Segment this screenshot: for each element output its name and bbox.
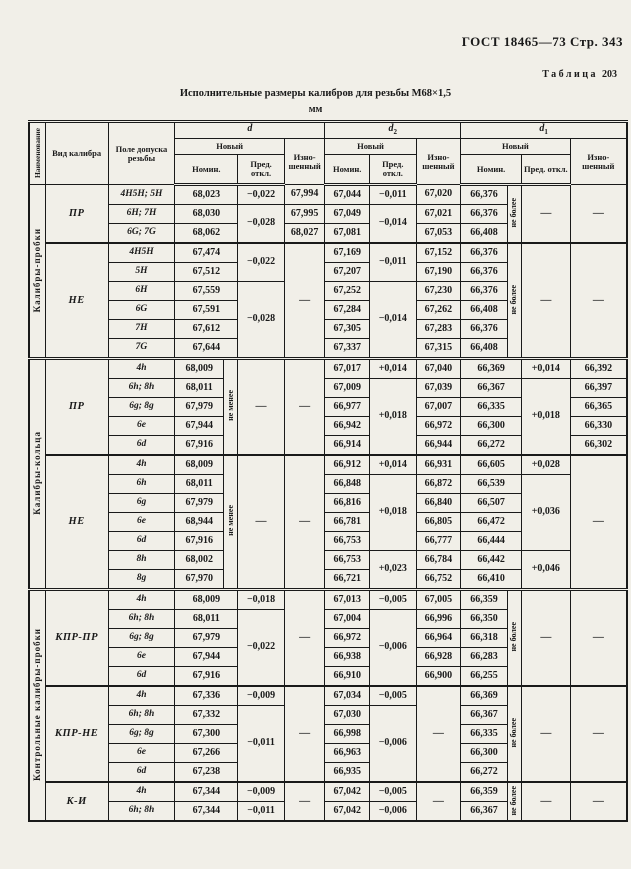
thread-tolerance-cell: 6e [108, 648, 175, 667]
col-header-new: Новый [461, 139, 570, 155]
nominal-value-cell: 67,916 [175, 667, 238, 687]
no-value-dash: — [522, 243, 571, 359]
gauge-dimensions-table [28, 120, 628, 822]
col-header-gauge-type: Вид калибра [45, 122, 108, 185]
nominal-value-cell: 67,474 [175, 243, 238, 263]
no-value-dash: — [570, 590, 627, 687]
nominal-value-cell: 66,376 [461, 282, 508, 301]
gauge-type-cell: ПР [45, 359, 108, 456]
nominal-value-cell: 66,972 [325, 629, 370, 648]
table-number-label [542, 69, 617, 80]
deviation-value-cell: +0,014 [369, 359, 416, 379]
nominal-value-cell: 66,410 [461, 570, 522, 590]
nominal-value-cell: 66,444 [461, 532, 522, 551]
nominal-value-cell: 68,023 [175, 185, 238, 205]
no-value-dash: — [284, 243, 325, 359]
nominal-value-cell: 66,367 [461, 706, 508, 725]
thread-tolerance-cell: 4h [108, 359, 175, 379]
thread-tolerance-cell: 4Н5Н; 5Н [108, 185, 175, 205]
nominal-value-cell: 66,376 [461, 263, 508, 282]
nominal-value-cell: 66,977 [325, 398, 370, 417]
nominal-value-cell: 66,367 [461, 802, 508, 822]
nominal-value-cell: 67,039 [416, 379, 461, 398]
deviation-value-cell: −0,014 [369, 205, 416, 244]
nominal-value-cell: 67,970 [175, 570, 224, 590]
thread-tolerance-cell: 6d [108, 436, 175, 456]
no-value-dash: — [570, 782, 627, 821]
thread-tolerance-cell: 6d [108, 667, 175, 687]
category-label: Контрольные калибры-пробки [29, 590, 45, 822]
thread-tolerance-cell: 6G [108, 301, 175, 320]
nominal-value-cell: 68,062 [175, 224, 238, 244]
nominal-value-cell: 66,300 [461, 744, 508, 763]
deviation-value-cell: +0,046 [522, 551, 571, 590]
deviation-value-cell: −0,014 [369, 282, 416, 359]
deviation-value-cell: −0,011 [238, 706, 285, 783]
nominal-value-cell: 67,315 [416, 339, 461, 359]
nominal-value-cell: 67,230 [416, 282, 461, 301]
deviation-value-cell: −0,011 [369, 243, 416, 282]
nominal-value-cell: 67,944 [175, 417, 224, 436]
category-label: Калибры-пробки [29, 185, 45, 359]
no-value-dash: — [284, 686, 325, 782]
nominal-value-cell: 66,255 [461, 667, 508, 687]
nominal-value-cell: 68,009 [175, 455, 224, 475]
nominal-value-cell: 67,612 [175, 320, 238, 339]
nominal-value-cell: 67,042 [325, 782, 370, 802]
nominal-value-cell: 67,042 [325, 802, 370, 822]
nominal-value-cell: 66,272 [461, 763, 508, 783]
nominal-value-cell: 67,262 [416, 301, 461, 320]
gauge-type-cell: НЕ [45, 243, 108, 359]
deviation-value-cell: +0,023 [369, 551, 416, 590]
nominal-value-cell: 67,337 [325, 339, 370, 359]
nominal-value-cell: 68,027 [284, 224, 325, 244]
nominal-value-cell: 68,011 [175, 475, 224, 494]
nominal-value-cell: 66,397 [570, 379, 627, 398]
col-header-nominal: Номин. [175, 155, 238, 185]
nominal-value-cell: 66,507 [461, 494, 522, 513]
nominal-value-cell: 67,009 [325, 379, 370, 398]
nominal-value-cell: 68,011 [175, 610, 238, 629]
nominal-value-cell: 67,916 [175, 436, 224, 456]
deviation-value-cell: −0,022 [238, 243, 285, 282]
limit-qualifier-label: не более [507, 185, 521, 244]
nominal-value-cell: 66,367 [461, 379, 522, 398]
deviation-value-cell: +0,028 [522, 455, 571, 475]
nominal-value-cell: 66,392 [570, 359, 627, 379]
nominal-value-cell: 66,972 [416, 417, 461, 436]
nominal-value-cell: 67,344 [175, 782, 238, 802]
limit-qualifier-label: не менее [224, 455, 238, 590]
nominal-value-cell: 68,002 [175, 551, 224, 570]
nominal-value-cell: 66,914 [325, 436, 370, 456]
nominal-value-cell: 66,472 [461, 513, 522, 532]
nominal-value-cell: 67,020 [416, 185, 461, 205]
col-header-nominal: Номин. [325, 155, 370, 185]
nominal-value-cell: 66,369 [461, 686, 508, 706]
nominal-value-cell: 66,996 [416, 610, 461, 629]
no-value-dash: — [522, 185, 571, 244]
nominal-value-cell: 67,344 [175, 802, 238, 822]
nominal-value-cell: 66,318 [461, 629, 508, 648]
nominal-value-cell: 66,963 [325, 744, 370, 763]
no-value-dash: — [522, 590, 571, 687]
nominal-value-cell: 67,034 [325, 686, 370, 706]
nominal-value-cell: 67,207 [325, 263, 370, 282]
deviation-value-cell: −0,022 [238, 185, 285, 205]
nominal-value-cell: 67,916 [175, 532, 224, 551]
deviation-value-cell: −0,005 [369, 782, 416, 802]
thread-tolerance-cell: 6h [108, 475, 175, 494]
nominal-value-cell: 67,336 [175, 686, 238, 706]
nominal-value-cell: 67,040 [416, 359, 461, 379]
nominal-value-cell: 66,365 [570, 398, 627, 417]
deviation-value-cell: −0,028 [238, 282, 285, 359]
nominal-value-cell: 66,283 [461, 648, 508, 667]
nominal-value-cell: 67,044 [325, 185, 370, 205]
nominal-value-cell: 66,784 [416, 551, 461, 570]
nominal-value-cell: 66,944 [416, 436, 461, 456]
nominal-value-cell: 66,350 [461, 610, 508, 629]
thread-tolerance-cell: 6G; 7G [108, 224, 175, 244]
nominal-value-cell: 66,335 [461, 398, 522, 417]
deviation-value-cell: −0,006 [369, 802, 416, 822]
col-header-d1: $d_1$ [461, 122, 627, 139]
col-header-worn: Изно-шенный [570, 139, 627, 185]
thread-tolerance-cell: 4h [108, 686, 175, 706]
nominal-value-cell: 67,021 [416, 205, 461, 224]
deviation-value-cell: +0,018 [522, 379, 571, 456]
page-title: Исполнительные размеры калибров для резьбы М68×1,5 [179, 88, 452, 99]
nominal-value-cell: 67,004 [325, 610, 370, 629]
nominal-value-cell: 67,283 [416, 320, 461, 339]
nominal-value-cell: 66,931 [416, 455, 461, 475]
nominal-value-cell: 67,238 [175, 763, 238, 783]
nominal-value-cell: 67,591 [175, 301, 238, 320]
thread-tolerance-cell: 4h [108, 590, 175, 610]
nominal-value-cell: 67,252 [325, 282, 370, 301]
nominal-value-cell: 67,081 [325, 224, 370, 244]
thread-tolerance-cell: 6g; 8g [108, 725, 175, 744]
col-header-worn: Изно-шенный [416, 139, 461, 185]
col-header-deviation: Пред. откл. [369, 155, 416, 185]
deviation-value-cell: −0,006 [369, 706, 416, 783]
no-value-dash: — [522, 782, 571, 821]
thread-tolerance-cell: 6Н; 7Н [108, 205, 175, 224]
nominal-value-cell: 67,053 [416, 224, 461, 244]
nominal-value-cell: 68,009 [175, 590, 238, 610]
no-value-dash: — [416, 686, 461, 782]
nominal-value-cell: 67,644 [175, 339, 238, 359]
no-value-dash: — [416, 782, 461, 821]
thread-tolerance-cell: 6h; 8h [108, 802, 175, 822]
nominal-value-cell: 66,872 [416, 475, 461, 494]
nominal-value-cell: 66,408 [461, 339, 508, 359]
nominal-value-cell: 66,848 [325, 475, 370, 494]
thread-tolerance-cell: 7G [108, 339, 175, 359]
nominal-value-cell: 66,376 [461, 185, 508, 205]
nominal-value-cell: 66,300 [461, 417, 522, 436]
nominal-value-cell: 66,935 [325, 763, 370, 783]
no-value-dash: — [238, 455, 285, 590]
nominal-value-cell: 66,964 [416, 629, 461, 648]
units-label: мм [308, 104, 323, 115]
nominal-value-cell: 67,007 [416, 398, 461, 417]
col-header-new: Новый [175, 139, 284, 155]
no-value-dash: — [284, 455, 325, 590]
nominal-value-cell: 66,721 [325, 570, 370, 590]
thread-tolerance-cell: 6d [108, 532, 175, 551]
nominal-value-cell: 66,912 [325, 455, 370, 475]
nominal-value-cell: 67,995 [284, 205, 325, 224]
table-number: 203 [602, 69, 617, 80]
nominal-value-cell: 67,049 [325, 205, 370, 224]
deviation-value-cell: −0,011 [369, 185, 416, 205]
nominal-value-cell: 66,928 [416, 648, 461, 667]
category-label: Калибры-кольца [29, 359, 45, 590]
nominal-value-cell: 66,359 [461, 590, 508, 610]
no-value-dash: — [570, 185, 627, 244]
nominal-value-cell: 68,011 [175, 379, 224, 398]
nominal-value-cell: 66,805 [416, 513, 461, 532]
col-header-thread-tolerance: Поле допуска резьбы [108, 122, 175, 185]
col-header-category: Наименование [29, 122, 45, 185]
nominal-value-cell: 66,442 [461, 551, 522, 570]
nominal-value-cell: 66,335 [461, 725, 508, 744]
nominal-value-cell: 67,152 [416, 243, 461, 263]
nominal-value-cell: 66,840 [416, 494, 461, 513]
deviation-value-cell: −0,009 [238, 686, 285, 706]
nominal-value-cell: 66,938 [325, 648, 370, 667]
no-value-dash: — [570, 243, 627, 359]
nominal-value-cell: 67,979 [175, 629, 238, 648]
deviation-value-cell: −0,011 [238, 802, 285, 822]
no-value-dash: — [522, 686, 571, 782]
deviation-value-cell: −0,028 [238, 205, 285, 244]
deviation-value-cell: +0,014 [522, 359, 571, 379]
gauge-type-cell: КПР-НЕ [45, 686, 108, 782]
nominal-value-cell: 66,369 [461, 359, 522, 379]
col-header-worn: Изно-шенный [284, 139, 325, 185]
deviation-value-cell: −0,006 [369, 610, 416, 687]
nominal-value-cell: 66,752 [416, 570, 461, 590]
nominal-value-cell: 67,994 [284, 185, 325, 205]
deviation-value-cell: −0,005 [369, 686, 416, 706]
nominal-value-cell: 66,777 [416, 532, 461, 551]
col-header-nominal: Номин. [461, 155, 522, 185]
nominal-value-cell: 67,559 [175, 282, 238, 301]
deviation-value-cell: −0,018 [238, 590, 285, 610]
nominal-value-cell: 66,376 [461, 243, 508, 263]
nominal-value-cell: 67,017 [325, 359, 370, 379]
thread-tolerance-cell: 8h [108, 551, 175, 570]
nominal-value-cell: 67,169 [325, 243, 370, 263]
deviation-value-cell: −0,009 [238, 782, 285, 802]
col-header-deviation: Пред. откл. [522, 155, 571, 185]
nominal-value-cell: 67,512 [175, 263, 238, 282]
limit-qualifier-label: не более [507, 243, 521, 359]
thread-tolerance-cell: 4Н5Н [108, 243, 175, 263]
nominal-value-cell: 66,376 [461, 320, 508, 339]
deviation-value-cell: +0,036 [522, 475, 571, 551]
nominal-value-cell: 66,900 [416, 667, 461, 687]
nominal-value-cell: 66,753 [325, 532, 370, 551]
no-value-dash: — [570, 455, 627, 590]
nominal-value-cell: 67,013 [325, 590, 370, 610]
nominal-value-cell: 67,030 [325, 706, 370, 725]
nominal-value-cell: 66,272 [461, 436, 522, 456]
nominal-value-cell: 66,408 [461, 224, 508, 244]
no-value-dash: — [570, 686, 627, 782]
deviation-value-cell: +0,014 [369, 455, 416, 475]
nominal-value-cell: 66,376 [461, 205, 508, 224]
col-header-d2: $d_2$ [325, 122, 461, 139]
thread-tolerance-cell: 4h [108, 455, 175, 475]
thread-tolerance-cell: 6e [108, 417, 175, 436]
table-word: Таблица [542, 69, 598, 80]
nominal-value-cell: 66,330 [570, 417, 627, 436]
nominal-value-cell: 68,009 [175, 359, 224, 379]
gauge-type-cell: КПР-ПР [45, 590, 108, 687]
nominal-value-cell: 66,816 [325, 494, 370, 513]
thread-tolerance-cell: 7Н [108, 320, 175, 339]
thread-tolerance-cell: 6g; 8g [108, 629, 175, 648]
nominal-value-cell: 66,781 [325, 513, 370, 532]
thread-tolerance-cell: 5Н [108, 263, 175, 282]
deviation-value-cell: −0,022 [238, 610, 285, 687]
nominal-value-cell: 66,998 [325, 725, 370, 744]
nominal-value-cell: 67,190 [416, 263, 461, 282]
limit-qualifier-label: не более [507, 782, 521, 821]
deviation-value-cell: +0,018 [369, 379, 416, 456]
thread-tolerance-cell: 6h; 8h [108, 379, 175, 398]
limit-qualifier-label: не более [507, 590, 521, 687]
document-header: ГОСТ 18465—73 Стр. 343 [461, 34, 623, 49]
gauge-type-cell: К-И [45, 782, 108, 821]
gauge-type-cell: ПР [45, 185, 108, 244]
nominal-value-cell: 67,979 [175, 398, 224, 417]
nominal-value-cell: 68,944 [175, 513, 224, 532]
thread-tolerance-cell: 6Н [108, 282, 175, 301]
nominal-value-cell: 67,284 [325, 301, 370, 320]
nominal-value-cell: 66,605 [461, 455, 522, 475]
nominal-value-cell: 66,942 [325, 417, 370, 436]
col-header-new: Новый [325, 139, 416, 155]
thread-tolerance-cell: 6g; 8g [108, 398, 175, 417]
limit-qualifier-label: не более [507, 686, 521, 782]
nominal-value-cell: 67,300 [175, 725, 238, 744]
nominal-value-cell: 66,359 [461, 782, 508, 802]
thread-tolerance-cell: 6g [108, 494, 175, 513]
nominal-value-cell: 67,266 [175, 744, 238, 763]
nominal-value-cell: 68,030 [175, 205, 238, 224]
no-value-dash: — [284, 359, 325, 456]
thread-tolerance-cell: 8g [108, 570, 175, 590]
nominal-value-cell: 67,944 [175, 648, 238, 667]
nominal-value-cell: 66,302 [570, 436, 627, 456]
nominal-value-cell: 66,910 [325, 667, 370, 687]
nominal-value-cell: 67,005 [416, 590, 461, 610]
nominal-value-cell: 66,753 [325, 551, 370, 570]
no-value-dash: — [284, 590, 325, 687]
thread-tolerance-cell: 6h; 8h [108, 610, 175, 629]
col-header-d: d [175, 122, 325, 139]
thread-tolerance-cell: 6e [108, 513, 175, 532]
deviation-value-cell: +0,018 [369, 475, 416, 551]
nominal-value-cell: 66,408 [461, 301, 508, 320]
thread-tolerance-cell: 6d [108, 763, 175, 783]
gauge-type-cell: НЕ [45, 455, 108, 590]
nominal-value-cell: 67,305 [325, 320, 370, 339]
thread-tolerance-cell: 6e [108, 744, 175, 763]
no-value-dash: — [284, 782, 325, 821]
thread-tolerance-cell: 6h; 8h [108, 706, 175, 725]
nominal-value-cell: 67,332 [175, 706, 238, 725]
no-value-dash: — [238, 359, 285, 456]
thread-tolerance-cell: 4h [108, 782, 175, 802]
nominal-value-cell: 66,539 [461, 475, 522, 494]
col-header-deviation: Пред. откл. [238, 155, 285, 185]
limit-qualifier-label: не менее [224, 359, 238, 456]
deviation-value-cell: −0,005 [369, 590, 416, 610]
nominal-value-cell: 67,979 [175, 494, 224, 513]
